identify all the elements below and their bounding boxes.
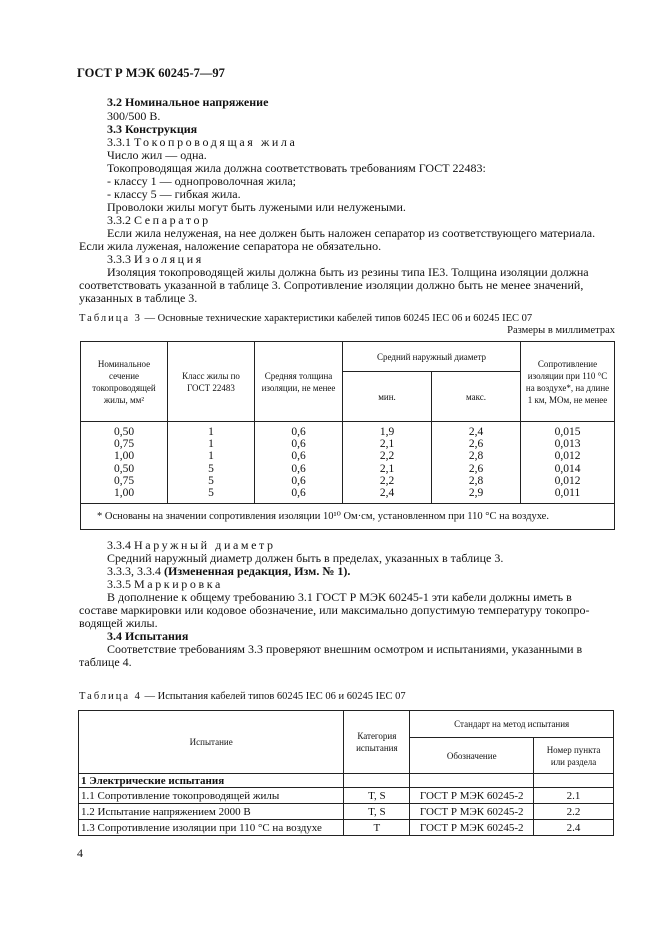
cell-clause: 2.2 (534, 804, 614, 820)
paragraph: Если жила луженая, наложение сепаратора не обязательно. (79, 239, 382, 253)
cell-class: 1 1 1 5 5 5 (168, 422, 255, 504)
paragraph: Соответствие требованиям 3.3 проверяют внешним осмотром и испытаниями, указанными в (107, 642, 583, 656)
section-number: 3.3.3, 3.3.4 (107, 564, 161, 578)
section-3-3-4-heading (107, 538, 276, 552)
section-title: Токопроводящая жила (134, 135, 298, 149)
page-header: ГОСТ Р МЭК 60245-7—97 (77, 66, 225, 80)
table-row (81, 422, 615, 504)
section-3-4-title: 3.4 Испытания (107, 629, 189, 643)
paragraph: составе маркировки или кодовое обозначение, или максимально допустимую температуру токопро- (79, 603, 590, 617)
cell-test: 1.3 Сопротивление изоляции при 110 °С на воздухе (79, 820, 344, 836)
table-footnote: * Основаны на значении сопротивления изоляции 10¹⁰ Ом·см, установленном при 110 °С на воздухе. (81, 504, 615, 530)
cell-empty (344, 774, 410, 788)
table-units: Размеры в миллиметрах (507, 325, 615, 336)
paragraph: соответствовать указанной в таблице 3. Сопротивление изоляции должно быть не менее значений, (79, 278, 584, 292)
col-header-clause: Номер пункта или раздела (534, 738, 614, 774)
col-header-diameter: Средний наружный диаметр (343, 342, 521, 372)
section-number: 3.3.2 (107, 213, 131, 227)
section-number: 3.3.5 (107, 577, 131, 591)
group-title: 1 Электрические испытания (79, 774, 344, 788)
page-number: 4 (77, 846, 83, 860)
col-header-designation: Обозначение (410, 738, 534, 774)
table-row (79, 788, 614, 804)
rated-voltage: 300/500 В. (107, 109, 161, 123)
col-header-category: Категория испытания (344, 711, 410, 774)
cell-designation: ГОСТ Р МЭК 60245-2 (410, 820, 534, 836)
paragraph: Средний наружный диаметр должен быть в пределах, указанных в таблице 3. (107, 551, 504, 565)
cell-designation: ГОСТ Р МЭК 60245-2 (410, 804, 534, 820)
paragraph: В дополнение к общему требованию 3.1 ГОСТ Р МЭК 60245-1 эти кабели должны иметь в (107, 590, 572, 604)
section-3-2-title: 3.2 Номинальное напряжение (107, 95, 269, 109)
paragraph: Токопроводящая жила должна соответствовать требованиям ГОСТ 22483: (107, 161, 486, 175)
cell-empty (410, 774, 534, 788)
paragraph: водящей жилы. (79, 616, 158, 630)
cell-category: T, S (344, 788, 410, 804)
section-number: 3.3.4 (107, 538, 131, 552)
col-header-test: Испытание (79, 711, 344, 774)
cell-max: 2,4 2,6 2,8 2,6 2,8 2,9 (432, 422, 521, 504)
cell-clause: 2.1 (534, 788, 614, 804)
cell-designation: ГОСТ Р МЭК 60245-2 (410, 788, 534, 804)
cell-section: 0,50 0,75 1,00 0,50 0,75 1,00 (81, 422, 168, 504)
section-3-3-3-heading (107, 252, 204, 266)
col-header-standard: Стандарт на метод испытания (410, 711, 614, 738)
table-row (79, 804, 614, 820)
paragraph: Если жила нелуженая, на нее должен быть наложен сепаратор из соответствующего материала. (107, 226, 596, 240)
section-3-3-1-heading (107, 135, 297, 149)
cell-test: 1.1 Сопротивление токопроводящей жилы (79, 788, 344, 804)
table-row (79, 774, 614, 788)
table-row (79, 820, 614, 836)
col-header-thickness: Средняя толщина изоляции, не менее (255, 342, 343, 422)
table-4 (78, 710, 614, 836)
cell-clause: 2.4 (534, 820, 614, 836)
list-item: - классу 5 — гибкая жила. (107, 187, 241, 201)
table-caption-text: — Испытания кабелей типов 60245 IEC 06 и 60245 IEC 07 (144, 691, 406, 702)
cell-empty (534, 774, 614, 788)
section-title: Изоляция (134, 252, 204, 266)
table-label: Таблица 4 (79, 691, 142, 702)
cell-resistance: 0,015 0,013 0,012 0,014 0,012 0,011 (521, 422, 615, 504)
section-title: Сепаратор (134, 213, 211, 227)
table-label: Таблица 3 (79, 313, 142, 324)
paragraph: указанных в таблице 3. (79, 291, 198, 305)
section-3-3-5-heading (107, 577, 223, 591)
amendment-text: (Измененная редакция, Изм. № 1). (164, 564, 351, 578)
list-item: - классу 1 — однопроволочная жила; (107, 174, 297, 188)
table-3 (80, 341, 615, 530)
section-3-3-title: 3.3 Конструкция (107, 122, 198, 136)
section-title: Маркировка (134, 577, 223, 591)
cell-min: 1,9 2,1 2,2 2,1 2,2 2,4 (343, 422, 432, 504)
paragraph: Проволоки жилы могут быть лужеными или нелужеными. (107, 200, 406, 214)
cell-category: T (344, 820, 410, 836)
table-3-caption (79, 312, 532, 326)
paragraph: Изоляция токопроводящей жилы должна быть из резины типа IE3. Толщина изоляции должна (107, 265, 589, 279)
section-number: 3.3.3 (107, 252, 131, 266)
cell-category: T, S (344, 804, 410, 820)
col-header-min: мин. (343, 372, 432, 422)
col-header-resistance: Сопротивление изоляции при 110 °С на воздухе*, на длине 1 км, МОм, не менее (521, 342, 615, 422)
cell-thickness: 0,6 0,6 0,6 0,6 0,6 0,6 (255, 422, 343, 504)
col-header-class: Класс жилы по ГОСТ 22483 (168, 342, 255, 422)
paragraph: Число жил — одна. (107, 148, 207, 162)
section-number: 3.3.1 (107, 135, 131, 149)
col-header-section: Номинальное сечение токопроводящей жилы, мм² (81, 342, 168, 422)
section-title: Наружный диаметр (134, 538, 276, 552)
paragraph: таблице 4. (79, 655, 132, 669)
cell-test: 1.2 Испытание напряжением 2000 В (79, 804, 344, 820)
table-caption-text: — Основные технические характеристики кабелей типов 60245 IEC 06 и 60245 IEC 07 (144, 313, 533, 324)
col-header-max: макс. (432, 372, 521, 422)
amendment-note (107, 564, 350, 578)
section-3-3-2-heading (107, 213, 211, 227)
table-4-caption (79, 690, 406, 704)
